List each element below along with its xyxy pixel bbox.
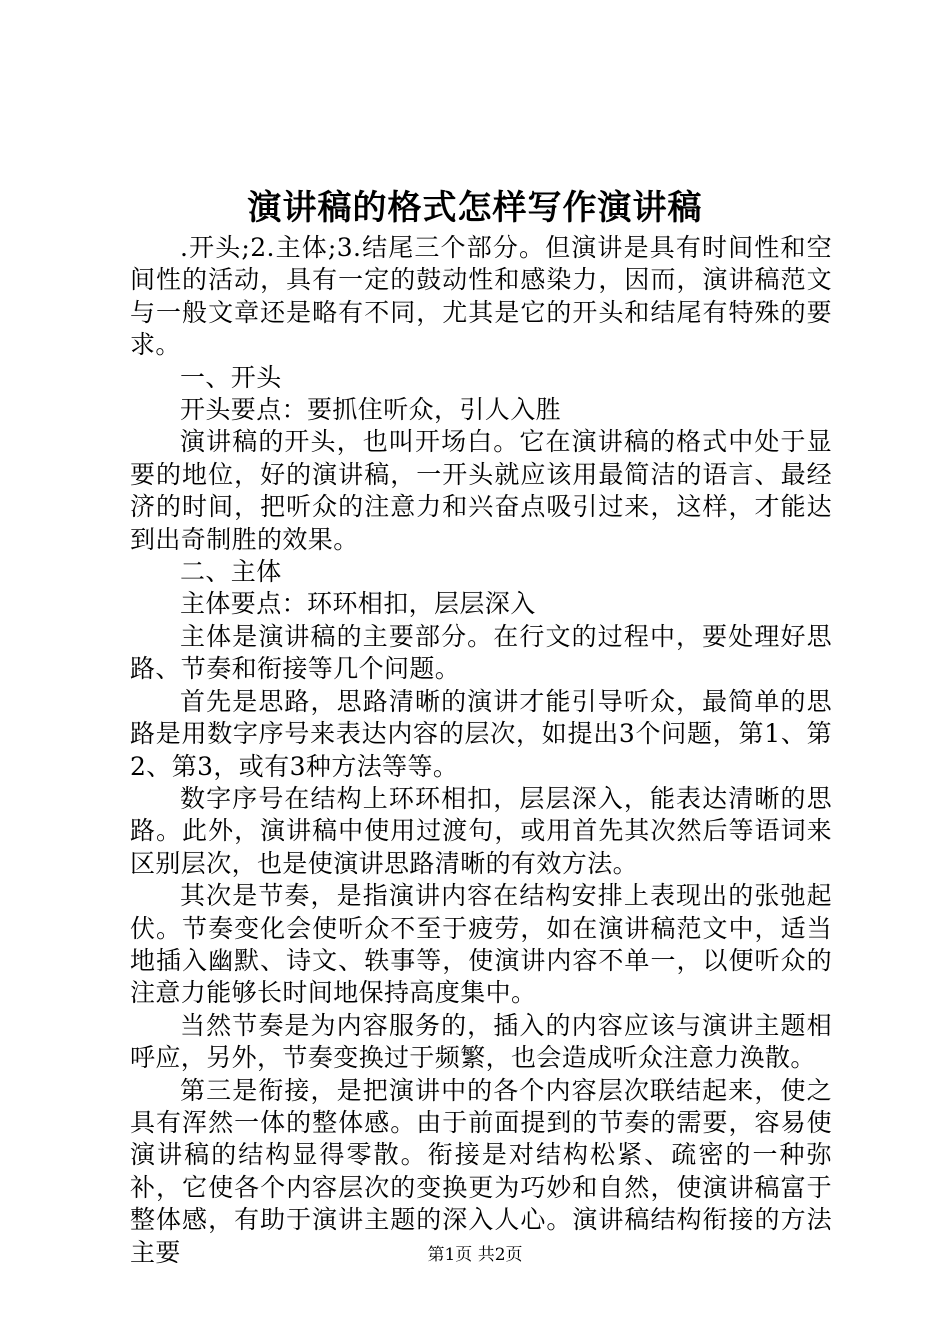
paragraph: 当然节奏是为内容服务的，插入的内容应该与演讲主题相呼应，另外，节奏变换过于频繁，也会造成听众注意力涣散。 bbox=[130, 1010, 832, 1073]
paragraph: 数字序号在结构上环环相扣，层层深入，能表达清晰的思路。此外，演讲稿中使用过渡句，或用首先其次然后等语词来区别层次，也是使演讲思路清晰的有效方法。 bbox=[130, 783, 832, 878]
paragraph: 开头要点：要抓住听众，引人入胜 bbox=[180, 395, 562, 425]
paragraph: 主体是演讲稿的主要部分。在行文的过程中，要处理好思路、节奏和衔接等几个问题。 bbox=[130, 621, 832, 684]
page-number-footer: 第1页 共2页 bbox=[427, 1245, 523, 1265]
section-heading: 二、主体 bbox=[180, 557, 282, 587]
paragraph: .开头;2.主体;3.结尾三个部分。但演讲是具有时间性和空间性的活动，具有一定的鼓动性和感染力，因而，演讲稿范文与一般文章还是略有不同，尤其是它的开头和结尾有特殊的要求。 bbox=[130, 233, 832, 360]
paragraph: 主体要点：环环相扣，层层深入 bbox=[180, 589, 536, 619]
page-title: 演讲稿的格式怎样写作演讲稿 bbox=[247, 188, 703, 228]
document-body bbox=[130, 232, 832, 1269]
paragraph: 演讲稿的开头，也叫开场白。它在演讲稿的格式中处于显要的地位，好的演讲稿，一开头就应该用最简洁的语言、最经济的时间，把听众的注意力和兴奋点吸引过来，这样，才能达到出奇制胜的效果。 bbox=[130, 427, 832, 554]
paragraph: 第三是衔接，是把演讲中的各个内容层次联结起来，使之具有浑然一体的整体感。由于前面提到的节奏的需要，容易使演讲稿的结构显得零散。衔接是对结构松紧、疏密的一种弥补，它使各个内容层次的变换更为巧妙和自然，使演讲稿富于整体感，有助于演讲主题的深入人心。演讲稿结构衔接的方法主要 bbox=[130, 1075, 832, 1267]
section-heading: 一、开头 bbox=[180, 362, 282, 392]
paragraph: 其次是节奏，是指演讲内容在结构安排上表现出的张弛起伏。节奏变化会使听众不至于疲劳，如在演讲稿范文中，适当地插入幽默、诗文、轶事等，使演讲内容不单一，以便听众的注意力能够长时间地保持高度集中。 bbox=[130, 881, 832, 1008]
paragraph: 首先是思路，思路清晰的演讲才能引导听众，最简单的思路是用数字序号来表达内容的层次，如提出3个问题，第1、第2、第3，或有3种方法等等。 bbox=[130, 686, 832, 781]
